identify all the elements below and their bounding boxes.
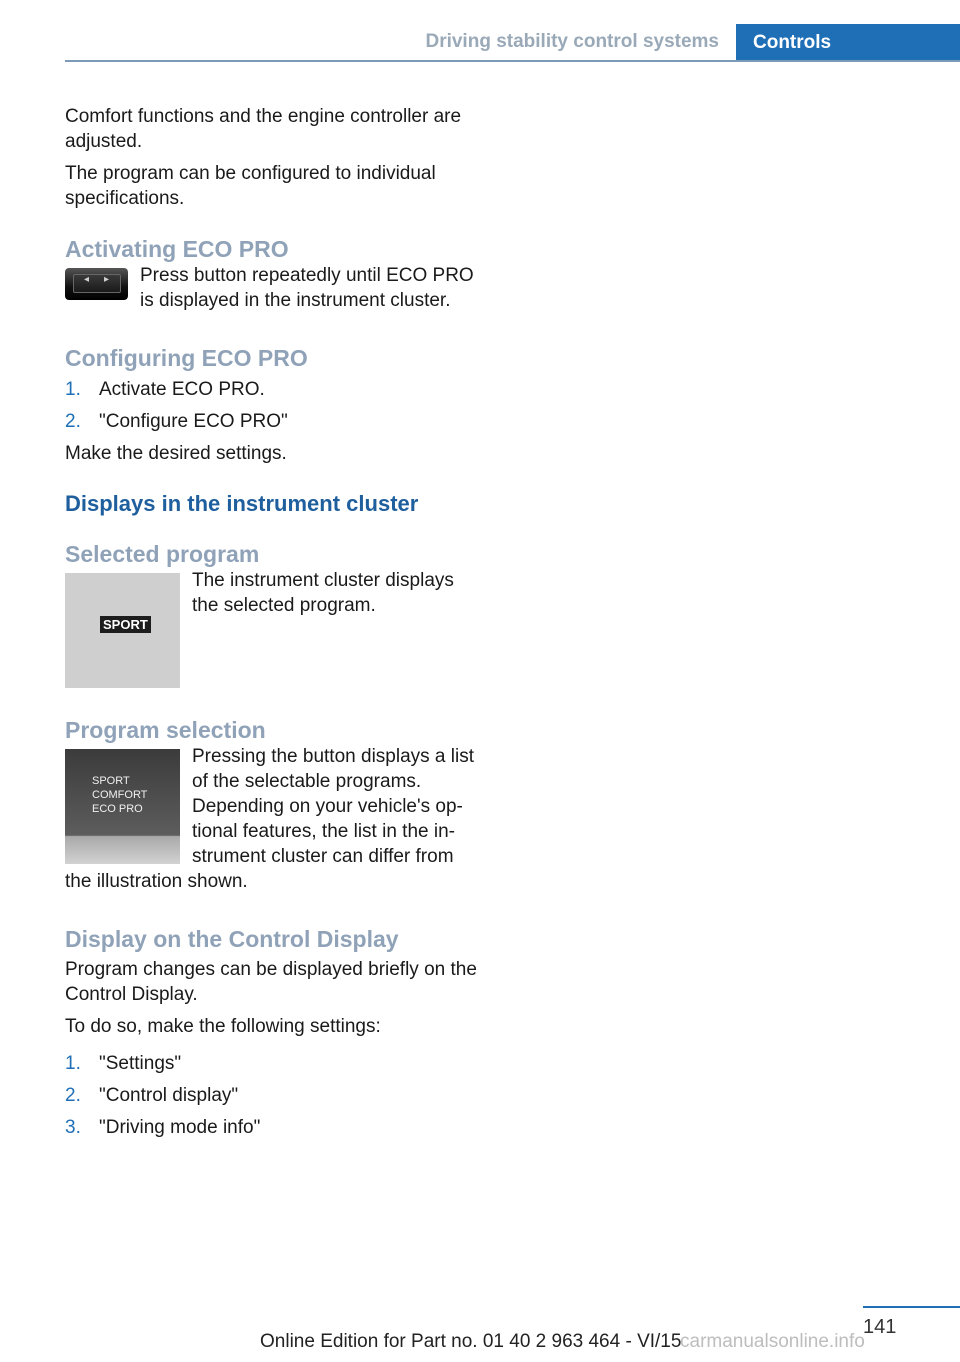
edition-note: Online Edition for Part no. 01 40 2 963 464 - VI/15 xyxy=(260,1331,682,1352)
instrument-cluster-sport-image xyxy=(65,573,180,688)
program-selection-text: Pressing the button displays a list of the selectable programs. Depending on your vehicle's optional features, the list in the instrument cluster can differ from the illustration shown. xyxy=(65,746,474,892)
program-selection-block xyxy=(65,744,485,901)
header-section-title: Driving stability control systems xyxy=(425,31,719,52)
heading-display-control-display: Display on the Control Display xyxy=(65,926,399,952)
heading-displays-instrument-cluster: Displays in the instrument cluster xyxy=(65,491,419,516)
configuring-steps xyxy=(65,377,485,434)
activating-text: Press button repeatedly until ECO PRO is displayed in the instrument cluster. xyxy=(140,265,474,311)
header-chapter-label: Controls xyxy=(753,32,832,53)
driving-mode-button-icon xyxy=(65,268,128,300)
arrow-left-icon: ◂ xyxy=(84,274,90,285)
sport-label: SPORT xyxy=(100,616,151,633)
heading-activating-eco-pro: Activating ECO PRO xyxy=(65,236,289,262)
header-chapter-tab xyxy=(736,24,960,62)
program-list-item: SPORT xyxy=(92,775,130,787)
heading-program-selection: Program selection xyxy=(65,717,266,743)
heading-selected-program: Selected program xyxy=(65,541,260,567)
list-item: 1. Activate ECO PRO. xyxy=(65,379,265,400)
control-display-paragraph-1: Program changes can be displayed briefly on the Control Display. xyxy=(65,959,477,1005)
header-rule xyxy=(65,60,960,62)
list-item: 1. "Settings" xyxy=(65,1053,182,1074)
control-display-paragraph-2: To do so, make the following settings: xyxy=(65,1016,381,1037)
watermark: carmanualsonline.info xyxy=(680,1331,865,1352)
intro-paragraph-2: The program can be configured to individual specifications. xyxy=(65,163,436,209)
list-item: 2. "Control display" xyxy=(65,1085,239,1106)
program-list-item: ECO PRO xyxy=(92,803,143,815)
selected-program-block xyxy=(65,568,485,692)
arrow-right-icon: ▸ xyxy=(104,274,110,285)
program-list xyxy=(92,774,147,816)
program-list-image xyxy=(65,749,180,864)
configuring-after-text: Make the desired settings. xyxy=(65,443,287,464)
heading-configuring-eco-pro: Configuring ECO PRO xyxy=(65,345,308,371)
control-display-steps xyxy=(65,1051,485,1140)
list-item: 3. "Driving mode info" xyxy=(65,1117,261,1138)
list-item: 2. "Configure ECO PRO" xyxy=(65,411,288,432)
footer-rule xyxy=(863,1306,960,1308)
intro-paragraph-1: Comfort functions and the engine controller are adjusted. xyxy=(65,106,462,152)
program-list-item: COMFORT xyxy=(92,789,148,801)
activating-block xyxy=(65,263,485,320)
main-content xyxy=(65,104,485,1147)
page-number: 141 xyxy=(863,1316,897,1338)
selected-program-text: The instrument cluster displays the selected program. xyxy=(192,570,454,616)
